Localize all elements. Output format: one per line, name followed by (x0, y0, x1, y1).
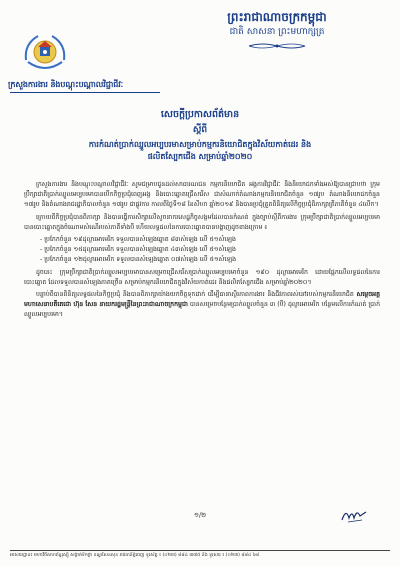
kingdom-title: ព្រះរាជាណាចក្រកម្ពុជា (227, 10, 327, 24)
announcement-subject-label: ស្តីពី (192, 125, 208, 135)
prime-minister-name: សម្តេចអគ្គមហាសេនាបតីតេជោ ហ៊ុន សែន នាយករដ្ឋមន្ត្រីនៃព្រះរាជាណាចក្រកម្ពុជា (24, 291, 381, 309)
paragraph-1: ក្រសួងការងារ និងបណ្តុះបណ្តាលវិជ្ជាជីវៈ សូមជម្រាបជូនដល់សាធារណជន កម្មករនិយោជិត អង្គការវិជ្ជាជីវៈ និងនិយោជកទាំងអស់ឱ្យបានជ្រាបថា ក្រុមប្រឹក្សាជាតិប្រាក់ឈ្នួលអប្បបរមាបានបើកកិច្ចប្រជុំពេញអង្គ និងបោះឆ្នោតជ្រើសរើស ជាសំណាក់តំណាងកម្មករនិយោជិតចំនួន ១៧រូប តំណាងនិយោជកចំនួន ១៧រូប និងតំណាងរាជរដ្ឋាភិបាលចំនួន ១៧រូប ជាផ្លូវការ កាលពីថ្ងៃទី១៨ ខែសីហា ឆ្នាំ២០១៩ និងបានប្រជុំត្រួតពិនិត្យលើកិច្ចប្រជុំពិភាក្សាត្រីភាគីចំនួន ៤លើក។ (24, 181, 380, 209)
ministry-underline (10, 92, 160, 93)
announcement-title-block (0, 108, 400, 163)
national-motto: ជាតិ សាសនា ព្រះមហាក្សត្រ (229, 27, 325, 37)
announcement-body (24, 180, 380, 321)
footer-divider (10, 550, 390, 551)
ministry-name: ក្រសួងការងារ និងបណ្តុះបណ្តាលវិជ្ជាជីវៈ (8, 80, 124, 89)
list-item: - ប្រកែកចំនួន ១២ដុល្លារអាមេរិក ទទួលបានសំឡេងឆ្នោត ០៧សំឡេង លើ ៥១សំឡេង (40, 256, 237, 264)
footer-address: អាសយដ្ឋាន៖ មហាវិថីសហព័ន្ធរុស្ស៊ី សង្កាត់ទឹកថ្លា ខណ្ឌសែនសុខ រាជធានីភ្នំពេញ ទូរស័ព្ទ ៖ (០២៣) ៨៨៤ ៣៧៥ និង ទូរសារ ៖ (០២៣) ៨៨៤ ៦៨ (10, 553, 260, 558)
vote-results-list (40, 235, 380, 266)
list-item: - ប្រកែកចំនួន ១៥ដុល្លារអាមេរិក ទទួលបានសំឡេងឆ្នោត ៤៣សំឡេង លើ ៥១សំឡេង (40, 246, 236, 254)
paragraph-4 (24, 290, 380, 321)
ornament-divider-icon (247, 42, 307, 50)
paragraph-4-tail: បានសម្រេចបន្ថែមប្រាក់ឈ្នួលចំនួន ៣ (បី) ដុល្លារអាមេរិក បន្ថែមលើការកំណត់ ប្រាក់ឈ្នួលអប្បបរមា។ (24, 301, 380, 319)
header-kingdom-block (172, 10, 382, 50)
paragraph-2: ក្រោយពីកិច្ចប្រជុំបានពិភាក្សា និងបានធ្វើការសិក្សាលើសូចនាករសេដ្ឋកិច្ចសង្គមដែលបានកំណត់ ក្នុងច្បាប់ស្តីពីការងារ ក្រុមប្រឹក្សាជាតិប្រាក់ឈ្នួលអប្បបរមាបានបោះឆ្នោតក្នុងចំណោមសំណើរបស់ភាគីទាំងបី ហើយលទ្ធផលនៃការបោះឆ្នោតបានបង្ហាញដូចខាងក្រោម ៖ (24, 213, 380, 231)
page-number: ១/២ (193, 511, 207, 519)
announcement-title: សេចក្តីប្រកាសព័ត៌មាន (160, 109, 240, 120)
paragraph-4-lead: បន្ទាប់ពីបានពិនិត្យលទ្ធផលនៃកិច្ចប្រជុំ និងបានពិភាក្សាយ៉ាងយកចិត្តទុកដាក់ ដើម្បីធានាស្ថិរភាពការងារ និងជីវភាពរស់នៅរបស់កម្មករនិយោជិត (36, 291, 354, 299)
announcement-subject-line1: ការកំណត់ប្រាក់ឈ្នួលអប្បបរមាសម្រាប់កម្មករនិយោជិតក្នុងវិស័យកាត់ដេរ និង (88, 140, 312, 149)
list-item: - ប្រកែកចំនួន ១៩ដុល្លារអាមេរិក ទទួលបានសំឡេងឆ្នោត ៨៣សំឡេង លើ ៥១សំឡេង (40, 236, 236, 244)
signature-icon (340, 506, 368, 524)
ministry-logo-icon (20, 30, 70, 76)
paragraph-3: ដូចនេះ ក្រុមប្រឹក្សាជាតិប្រាក់ឈ្នួលអប្បបរមាបានសម្រេចជ្រើសរើសប្រាក់ឈ្នួលអប្បបរមាចំនួន ១៩០ ដុល្លារអាមេរិក ដោយផ្អែកលើលទ្ធផលនៃការបោះឆ្នោត ដែលទទួលបានសំឡេងភាគច្រើន សម្រាប់កម្មករនិយោជិតក្នុងវិស័យកាត់ដេរ និងផលិតស្បែកជើង សម្រាប់ឆ្នាំ២០២០។ (24, 268, 380, 286)
announcement-subject-line2: ផលិតស្បែកជើង សម្រាប់ឆ្នាំ២០២០ (147, 152, 253, 161)
